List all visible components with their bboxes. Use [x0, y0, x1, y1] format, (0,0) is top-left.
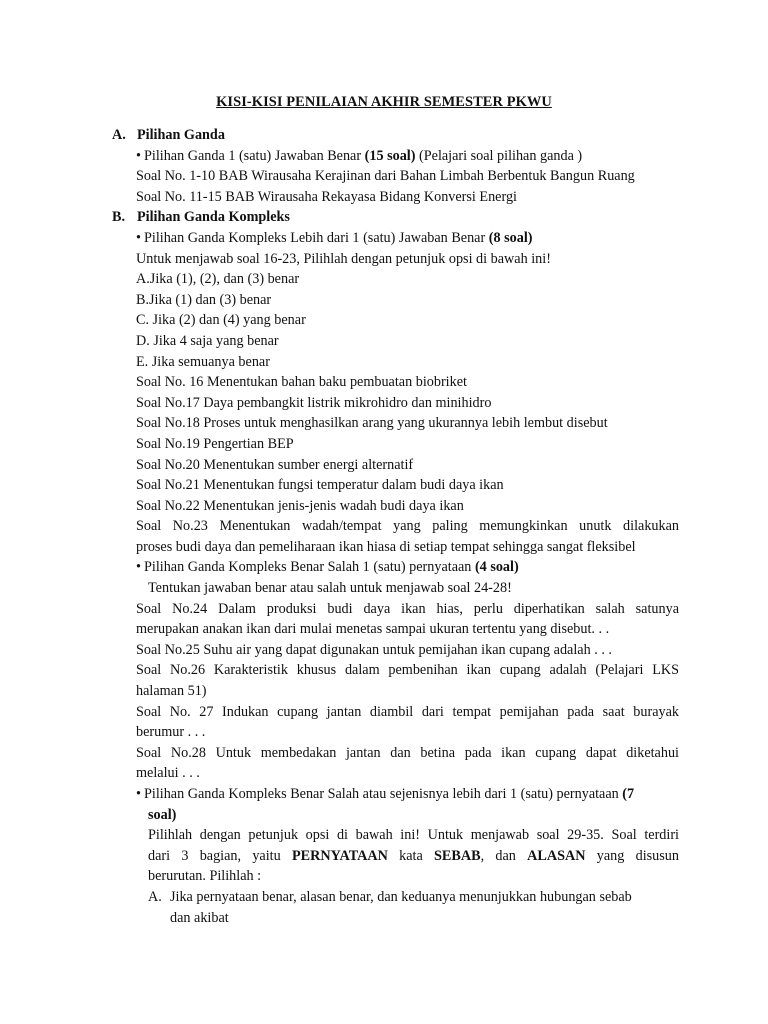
bullet-text: Pilihan Ganda Kompleks Benar Salah atau sejenisnya lebih dari 1 (satu) pernyataan	[144, 786, 623, 802]
section-b-bullet-2	[112, 557, 679, 578]
keyword-sebab: SEBAB	[434, 847, 481, 864]
list-item: Soal No.19 Pengertian BEP	[136, 435, 294, 452]
soal-26	[112, 660, 679, 701]
bullet-text: Pilihan Ganda Kompleks Lebih dari 1 (satu) Jawaban Benar	[144, 229, 489, 246]
bullet-count: (7	[622, 786, 635, 802]
paragraph-line-1: Pilihlah dengan petunjuk opsi di bawah ini! Untuk menjawab soal 29-35. Soal terdiri	[148, 827, 679, 844]
bullet-3-count-continued: soal)	[148, 806, 177, 823]
section-b-title: Pilihan Ganda Kompleks	[137, 209, 290, 226]
list-item: Soal No.20 Menentukan sumber energi alternatif	[136, 456, 414, 473]
soal-28-line-2: melalui . . .	[136, 765, 200, 782]
section-a-title: Pilihan Ganda	[137, 127, 225, 143]
soal-28-line-1: Soal No.28 Untuk membedakan jantan dan betina pada ikan cupang dapat diketahui	[136, 744, 679, 761]
bullet-icon: •	[136, 786, 141, 802]
bullet-icon: •	[136, 229, 141, 246]
bullet-count: (4 soal)	[474, 559, 519, 576]
soal-24-line-1: Soal No.24 Dalam produksi budi daya ikan hias, perlu diperhatikan salah satunya	[136, 600, 679, 617]
soal-25: Soal No.25 Suhu air yang dapat digunakan untuk pemijahan ikan cupang adalah . . .	[136, 641, 612, 658]
bullet-count: (8 soal)	[488, 229, 533, 246]
section-a-letter: A.	[112, 127, 126, 143]
text-run: yang disusun	[585, 847, 679, 864]
text-run: dari 3 bagian, yaitu	[148, 847, 292, 864]
list-item: Soal No.21 Menentukan fungsi temperatur dalam budi daya ikan	[136, 477, 504, 494]
soal-24-line-2: merupakan anakan ikan dari mulai menetas sampai ukuran tertentu yang disebut. . .	[136, 621, 610, 638]
bullet-icon: •	[136, 147, 141, 164]
paragraph-line-3: berurutan. Pilihlah :	[148, 868, 262, 885]
list-item: Soal No.17 Daya pembangkit listrik mikrohidro dan minihidro	[136, 394, 492, 411]
soal-27-line-2: berumur . . .	[136, 724, 206, 741]
section-b-bullet-1	[112, 228, 679, 249]
bullet-count: (15 soal)	[364, 147, 416, 164]
soal-26-line-2: halaman 51)	[136, 683, 207, 700]
list-item: B.Jika (1) dan (3) benar	[136, 291, 272, 308]
list-item: Soal No.22 Menentukan jenis-jenis wadah budi daya ikan	[136, 497, 464, 514]
section-a-heading	[112, 125, 679, 146]
option-a	[112, 887, 679, 908]
soal-27	[112, 702, 679, 743]
bullet-note: (Pelajari soal pilihan ganda )	[415, 147, 583, 164]
list-item: Soal No. 11-15 BAB Wirausaha Rekayasa Bidang Konversi Energi	[136, 188, 517, 205]
keyword-alasan: ALASAN	[527, 847, 586, 864]
list-item: D. Jika 4 saja yang benar	[136, 332, 279, 349]
bullet-2-instruction: Tentukan jawaban benar atau salah untuk menjawab soal 24-28!	[148, 580, 512, 597]
option-a-letter: A.	[148, 888, 162, 905]
option-a-line-2: dan akibat	[170, 909, 229, 926]
document-title: KISI-KISI PENILAIAN AKHIR SEMESTER PKWU	[216, 94, 552, 110]
list-item: E. Jika semuanya benar	[136, 353, 270, 370]
soal-28	[112, 743, 679, 784]
list-item: Untuk menjawab soal 16-23, Pilihlah dengan petunjuk opsi di bawah ini!	[136, 250, 551, 267]
bullet-icon: •	[136, 559, 141, 576]
text-run: kata	[387, 847, 435, 864]
option-a-line-1: Jika pernyataan benar, alasan benar, dan keduanya menunjukkan hubungan sebab	[170, 888, 632, 905]
soal-24	[112, 599, 679, 640]
list-item: Soal No. 1-10 BAB Wirausaha Kerajinan dari Bahan Limbah Berbentuk Bangun Ruang	[136, 168, 635, 185]
list-item: Soal No.18 Proses untuk menghasilkan arang yang ukurannya lebih lembut disebut	[136, 415, 608, 432]
list-item: Soal No. 16 Menentukan bahan baku pembuatan biobriket	[136, 374, 467, 391]
section-b-heading	[112, 207, 679, 228]
keyword-pernyataan: PERNYATAAN	[291, 847, 388, 864]
list-item: A.Jika (1), (2), dan (3) benar	[136, 271, 300, 288]
soal-26-line-1: Soal No.26 Karakteristik khusus dalam pembenihan ikan cupang adalah (Pelajari LKS	[136, 662, 679, 679]
section-a-bullet	[112, 146, 679, 167]
section-b-letter: B.	[112, 209, 126, 226]
soal-27-line-1: Soal No. 27 Indukan cupang jantan diambil dari tempat pemijahan pada saat burayak	[136, 703, 679, 720]
bullet-3-paragraph	[112, 825, 679, 887]
list-item: C. Jika (2) dan (4) yang benar	[136, 312, 306, 329]
soal-23	[112, 516, 679, 557]
bullet-text: Pilihan Ganda Kompleks Benar Salah 1 (satu) pernyataan	[144, 559, 475, 576]
document-body	[112, 125, 679, 928]
soal-23-line-1: Soal No.23 Menentukan wadah/tempat yang paling memungkinkan unutk dilakukan	[136, 518, 679, 535]
paragraph-line-2	[148, 846, 679, 867]
section-b-bullet-3	[112, 784, 679, 805]
bullet-text: Pilihan Ganda 1 (satu) Jawaban Benar	[144, 147, 365, 164]
soal-23-line-2: proses budi daya dan pemeliharaan ikan hiasa di setiap tempat sehingga sangat fleksibel	[136, 538, 636, 555]
text-run: , dan	[480, 847, 528, 864]
